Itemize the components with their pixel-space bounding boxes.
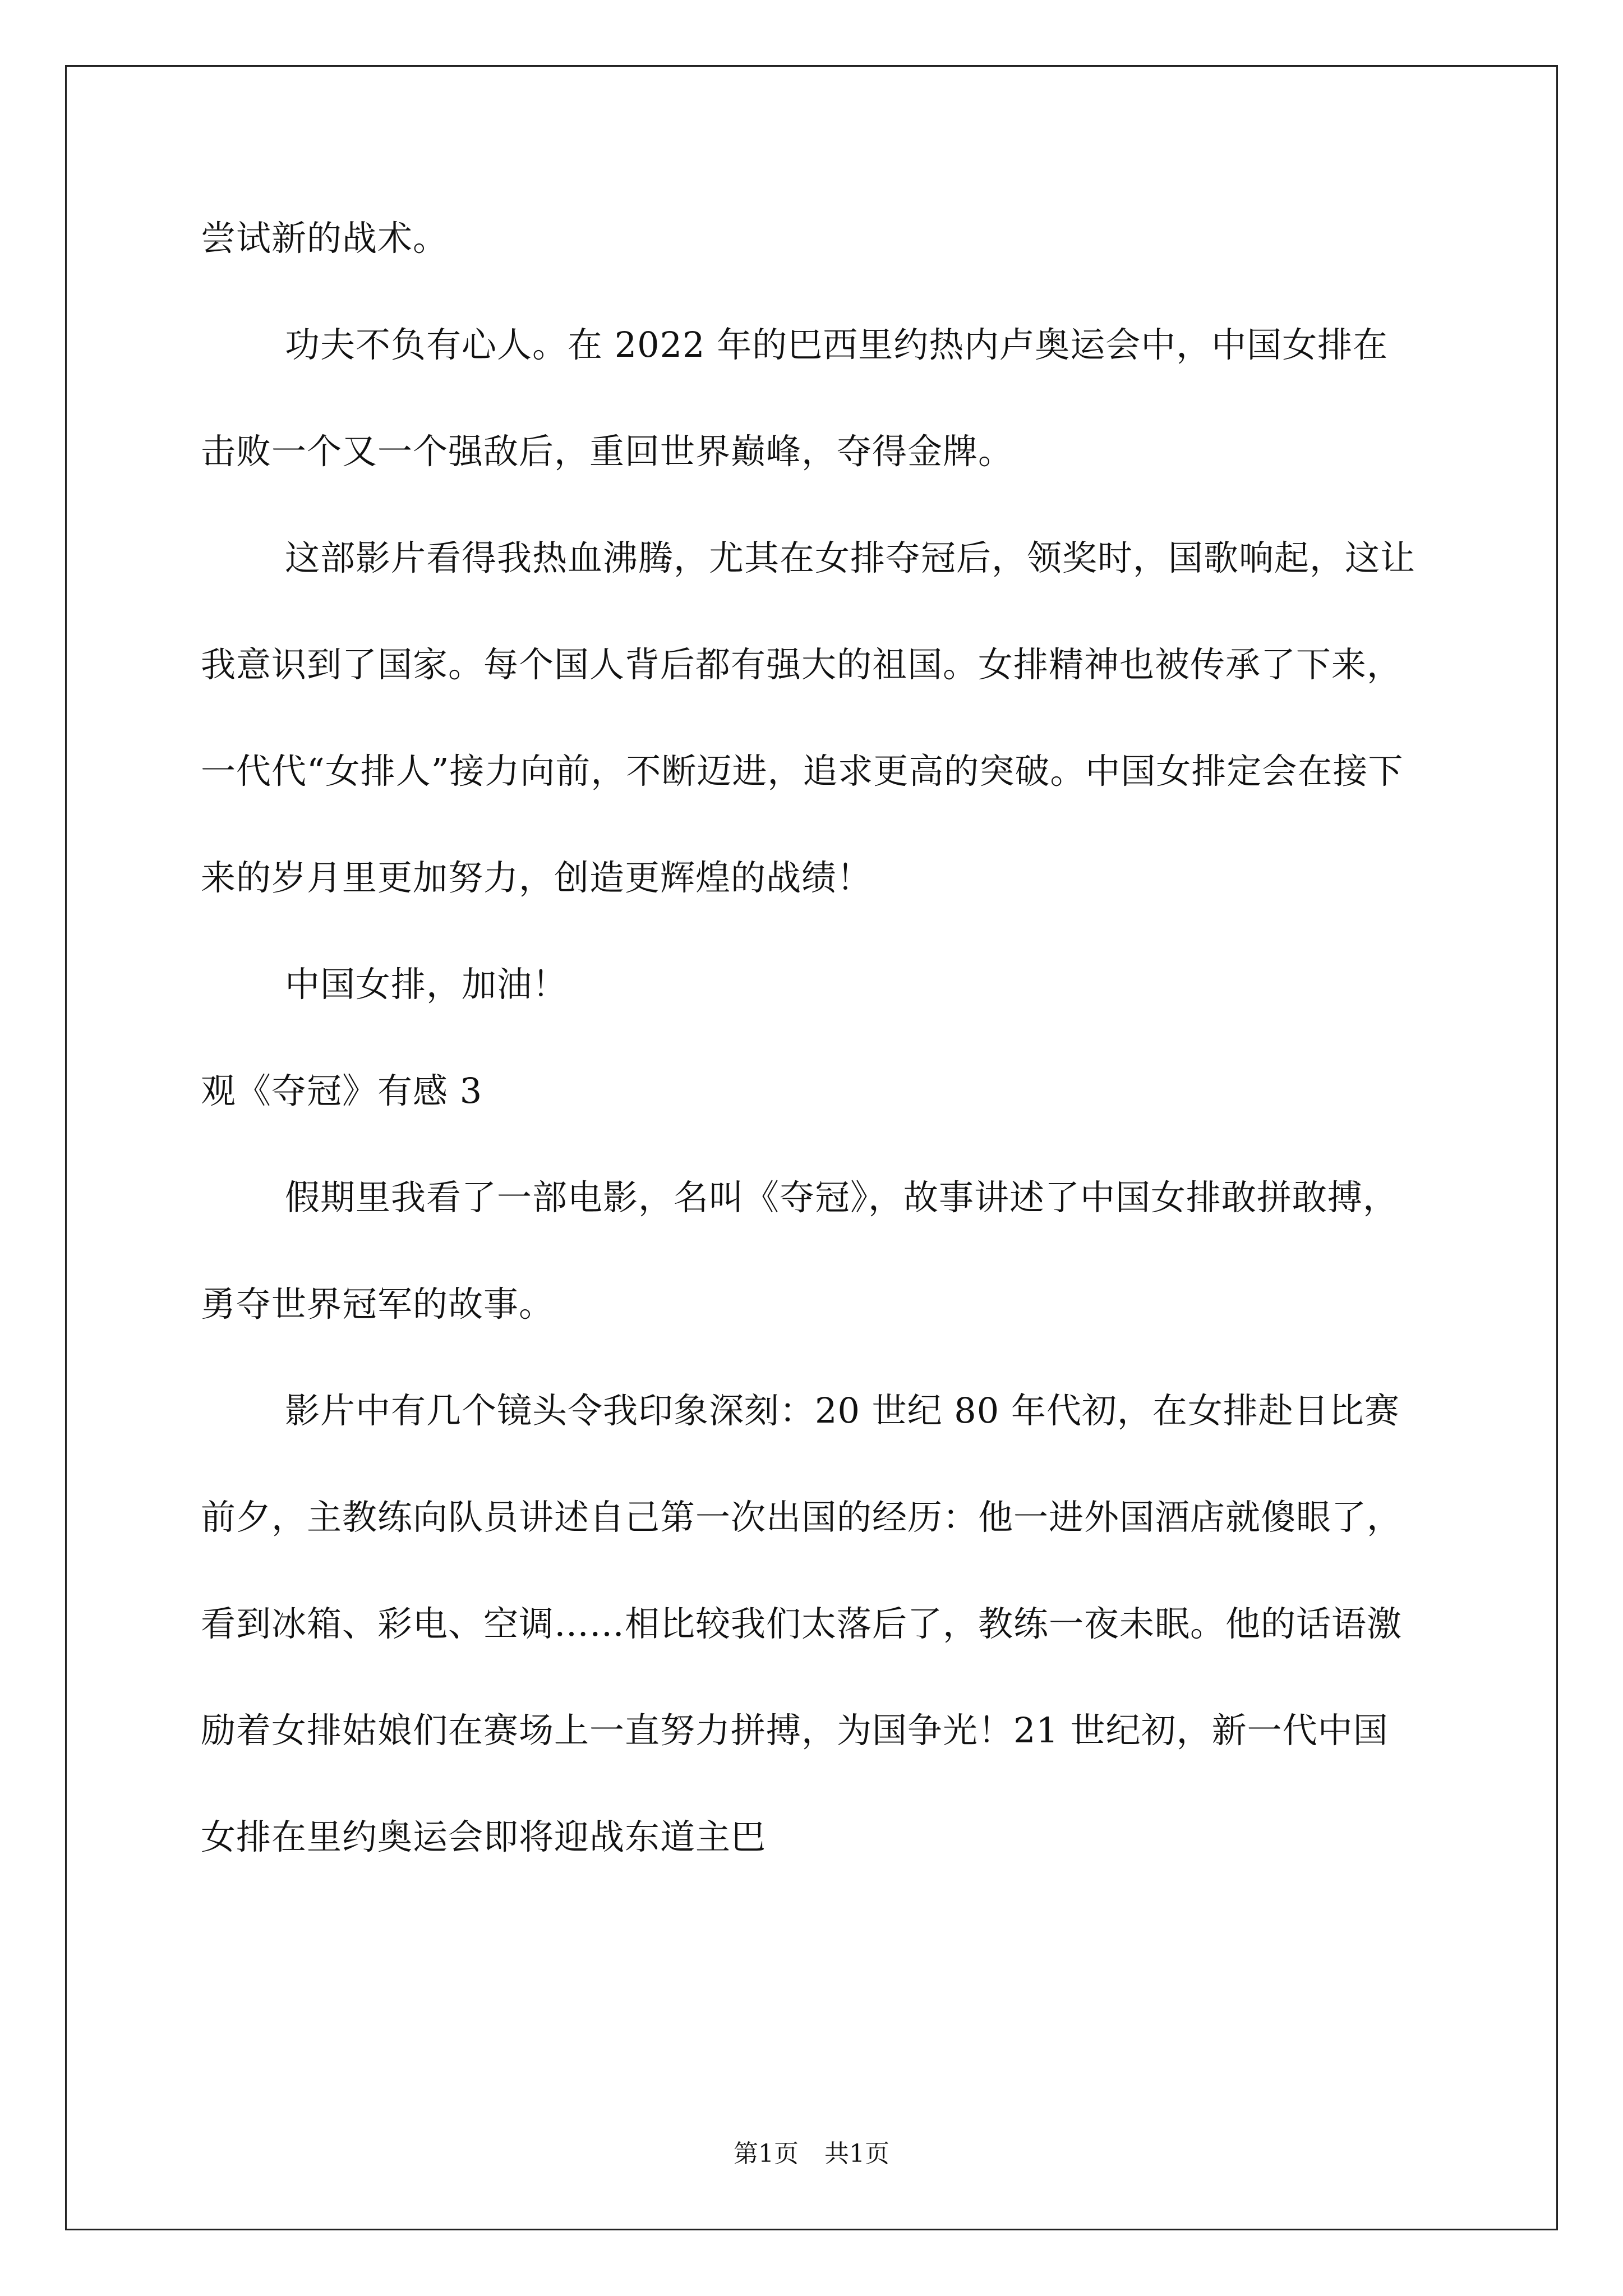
- page-total: 共1页: [824, 2139, 889, 2168]
- document-body: [201, 185, 1423, 1890]
- paragraph-2: 功夫不负有心人。在 2022 年的巴西里约热内卢奥运会中，中国女排在击败一个又一个强敌后，重回世界巅峰，夺得金牌。: [201, 324, 1389, 472]
- page-number: 第1页: [734, 2139, 799, 2168]
- paragraph-4: 中国女排，加油！: [285, 964, 568, 1005]
- section-heading: 观《夺冠》有感 3: [201, 1070, 483, 1111]
- paragraph-1: 尝试新的战术。: [201, 218, 449, 259]
- paragraph-6: 影片中有几个镜头令我印象深刻：20 世纪 80 年代初，在女排赴日比赛前夕，主教练向队员讲述自己第一次出国的经历：他一进外国酒店就傻眼了，看到冰箱、彩电、空调……相比较我们太落后了，教练一夜未眠。他的话语激励着女排姑娘们在赛场上一直努力拼搏，为国争光！21 世纪初，新一代中国女排在里约奥运会即将迎战东道主巴: [201, 1390, 1403, 1857]
- page-footer: [0, 2137, 1623, 2171]
- paragraph-5: 假期里我看了一部电影，名叫《夺冠》，故事讲述了中国女排敢拼敢搏，勇夺世界冠军的故事。: [201, 1177, 1399, 1324]
- paragraph-3: 这部影片看得我热血沸腾，尤其在女排夺冠后，领奖时，国歌响起，这让我意识到了国家。每个国人背后都有强大的祖国。女排精神也被传承了下来，一代代“女排人”接力向前，不断迈进，追求更高的突破。中国女排定会在接下来的岁月里更加努力，创造更辉煌的战绩！: [201, 537, 1416, 898]
